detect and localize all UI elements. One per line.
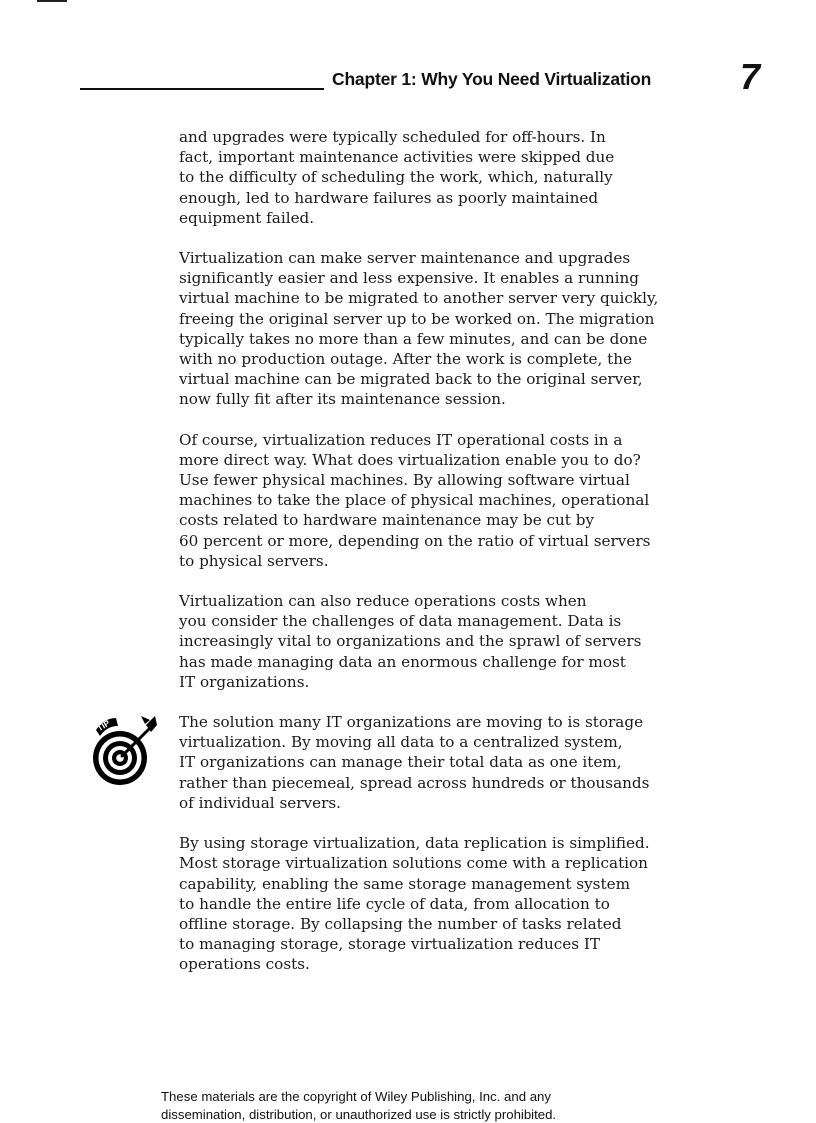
- text-line: with no production outage. After the work is complete, the: [179, 350, 632, 369]
- text-line: significantly easier and less expensive. It enables a running: [179, 269, 639, 288]
- text-line: now fully fit after its maintenance session.: [179, 390, 506, 409]
- text-line: operations costs.: [179, 955, 310, 974]
- text-line: increasingly vital to organizations and the sprawl of servers: [179, 632, 642, 651]
- text-line: capability, enabling the same storage management system: [179, 874, 630, 893]
- text-line: freeing the original server up to be worked on. The migration: [179, 309, 655, 328]
- text-line: to managing storage, storage virtualization reduces IT: [179, 935, 601, 954]
- paragraph: [179, 127, 759, 228]
- corner-crop-mark: [37, 0, 67, 2]
- text-line: Virtualization can also reduce operations costs when: [179, 592, 587, 611]
- running-header: [80, 56, 760, 102]
- text-line: virtual machine can be migrated back to the original server,: [179, 370, 643, 389]
- text-line: machines to take the place of physical machines, operational: [179, 491, 650, 510]
- paragraph: [179, 248, 759, 410]
- text-line: Virtualization can make server maintenance and upgrades: [179, 249, 631, 268]
- footer-line: dissemination, distribution, or unauthorized use is strictly prohibited.: [161, 1106, 557, 1122]
- text-line: you consider the challenges of data management. Data is: [179, 612, 622, 631]
- text-line: IT organizations.: [179, 672, 310, 691]
- paragraph: [179, 591, 759, 692]
- text-line: offline storage. By collapsing the number of tasks related: [179, 914, 622, 933]
- tip-target-icon: [88, 712, 160, 792]
- text-line: virtual machine to be migrated to another server very quickly,: [179, 289, 659, 308]
- text-line: equipment failed.: [179, 208, 315, 227]
- text-line: to the difficulty of scheduling the work, which, naturally: [179, 168, 613, 187]
- text-line: 60 percent or more, depending on the ratio of virtual servers: [179, 531, 651, 550]
- text-line: By using storage virtualization, data replication is simplified.: [179, 834, 650, 853]
- text-line: and upgrades were typically scheduled for off-hours. In: [179, 128, 606, 146]
- text-line: enough, led to hardware failures as poorly maintained: [179, 188, 599, 207]
- text-line: rather than piecemeal, spread across hundreds or thousands: [179, 773, 650, 792]
- text-line: costs related to hardware maintenance may be cut by: [179, 511, 595, 530]
- paragraph: [179, 430, 759, 571]
- text-line: of individual servers.: [179, 793, 341, 812]
- text-line: to physical servers.: [179, 551, 329, 570]
- body-text: [179, 127, 759, 995]
- tip-label: TIP: [95, 717, 112, 734]
- text-line: Most storage virtualization solutions come with a replication: [179, 854, 648, 873]
- text-line: fact, important maintenance activities were skipped due: [179, 148, 615, 167]
- text-line: typically takes no more than a few minutes, and can be done: [179, 329, 648, 348]
- chapter-title: Chapter 1: Why You Need Virtualization: [332, 69, 652, 89]
- text-line: to handle the entire life cycle of data, from allocation to: [179, 894, 610, 913]
- copyright-footer: [161, 1088, 556, 1123]
- text-line: virtualization. By moving all data to a centralized system,: [179, 733, 623, 752]
- text-line: The solution many IT organizations are moving to is storage: [179, 713, 644, 732]
- footer-line: These materials are the copyright of Wiley Publishing, Inc. and any: [161, 1089, 551, 1104]
- text-line: has made managing data an enormous challenge for most: [179, 652, 626, 671]
- text-line: IT organizations can manage their total data as one item,: [179, 753, 622, 772]
- text-line: Of course, virtualization reduces IT operational costs in a: [179, 430, 623, 449]
- page-number: 7: [739, 56, 760, 97]
- text-line: Use fewer physical machines. By allowing software virtual: [179, 471, 630, 490]
- text-line: more direct way. What does virtualization enable you to do?: [179, 450, 641, 469]
- header-rule: [80, 88, 324, 90]
- paragraph: [179, 833, 759, 974]
- tip-paragraph: [179, 712, 759, 813]
